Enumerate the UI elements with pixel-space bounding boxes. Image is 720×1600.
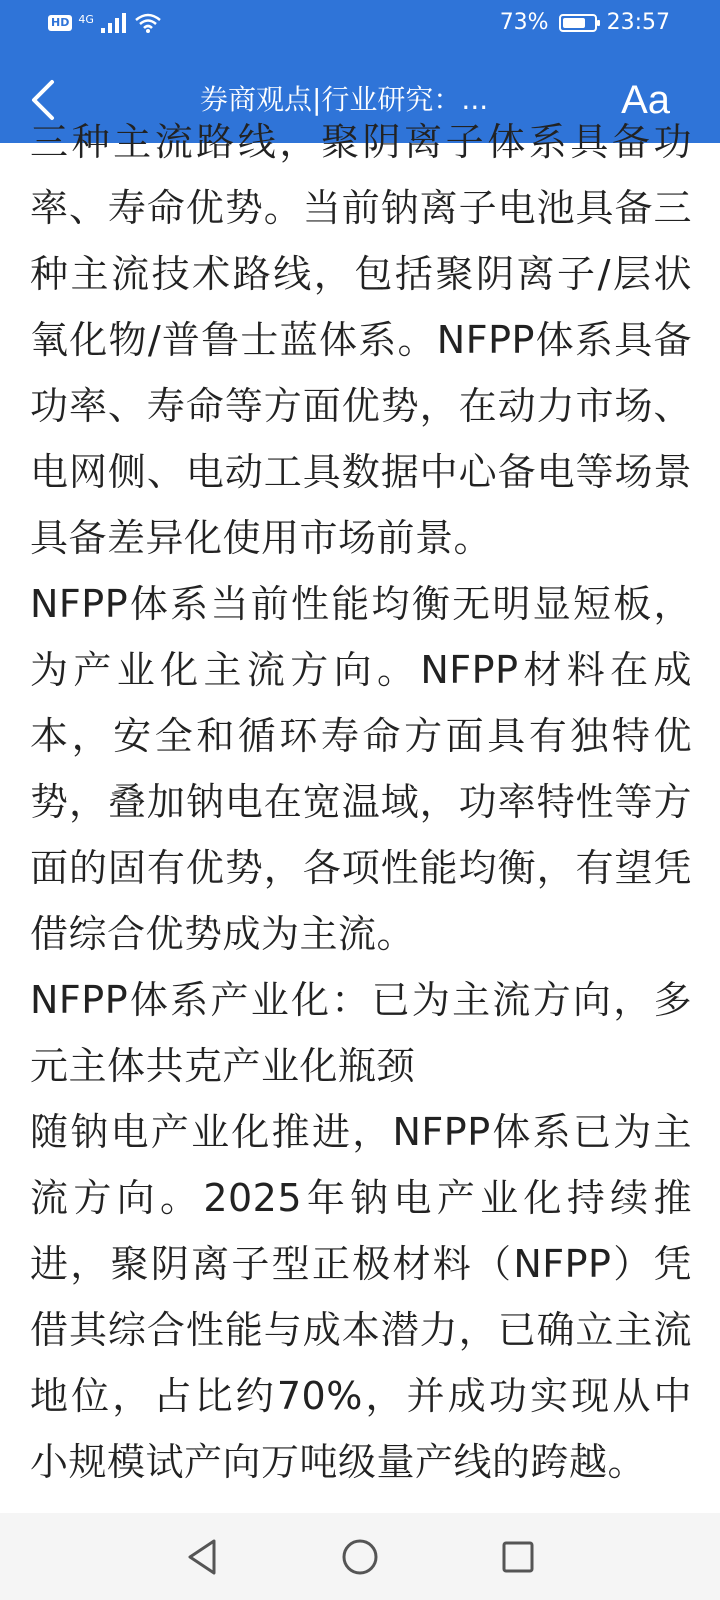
hd-badge: HD	[48, 15, 72, 31]
status-right	[500, 10, 670, 35]
status-left	[48, 12, 162, 34]
network-type: 4G	[78, 12, 94, 26]
article-paragraph: 三种主流路线，聚阴离子体系具备功率、寿命优势。当前钠离子电池具备三种主流技术路线，包括聚阴离子/层状氧化物/普鲁士蓝体系。NFPP体系具备功率、寿命等方面优势，在动力市场、电网侧、电动工具数据中心备电等场景具备差异化使用市场前景。	[30, 120, 692, 560]
clock: 23:57	[606, 10, 670, 35]
battery-icon	[559, 14, 597, 32]
article-paragraph: NFPP体系当前性能均衡无明显短板，为产业化主流方向。NFPP材料在成本，安全和循环寿命方面具有独特优势，叠加钠电在宽温域，功率特性等方面的固有优势，各项性能均衡，有望凭借综合优势成为主流。	[30, 582, 692, 956]
circle-home-icon	[340, 1537, 380, 1577]
page-title: 券商观点|行业研究：...	[200, 83, 489, 116]
article-body	[30, 109, 692, 1495]
nav-home-button[interactable]	[336, 1533, 384, 1581]
nav-back-button[interactable]	[178, 1533, 226, 1581]
nav-recents-button[interactable]	[494, 1533, 542, 1581]
signal-icon	[100, 12, 128, 34]
square-recents-icon	[500, 1539, 536, 1575]
article-subheading: NFPP体系产业化：已为主流方向，多元主体共克产业化瓶颈	[30, 978, 692, 1088]
article-content[interactable]	[0, 120, 720, 1513]
article-paragraph: 随钠电产业化推进，NFPP体系已为主流方向。2025年钠电产业化持续推进，聚阴离子型正极材料（NFPP）凭借其综合性能与成本潜力，已确立主流地位，占比约70%，并成功实现从中小规模试产向万吨级量产线的跨越。	[30, 1110, 692, 1484]
system-nav-bar	[0, 1513, 720, 1600]
battery-fill	[563, 18, 585, 28]
font-size-button[interactable]: Aa	[621, 78, 670, 122]
triangle-back-icon	[184, 1537, 220, 1577]
wifi-icon	[134, 12, 162, 34]
status-bar	[0, 0, 720, 50]
battery-percent: 73%	[499, 10, 549, 35]
